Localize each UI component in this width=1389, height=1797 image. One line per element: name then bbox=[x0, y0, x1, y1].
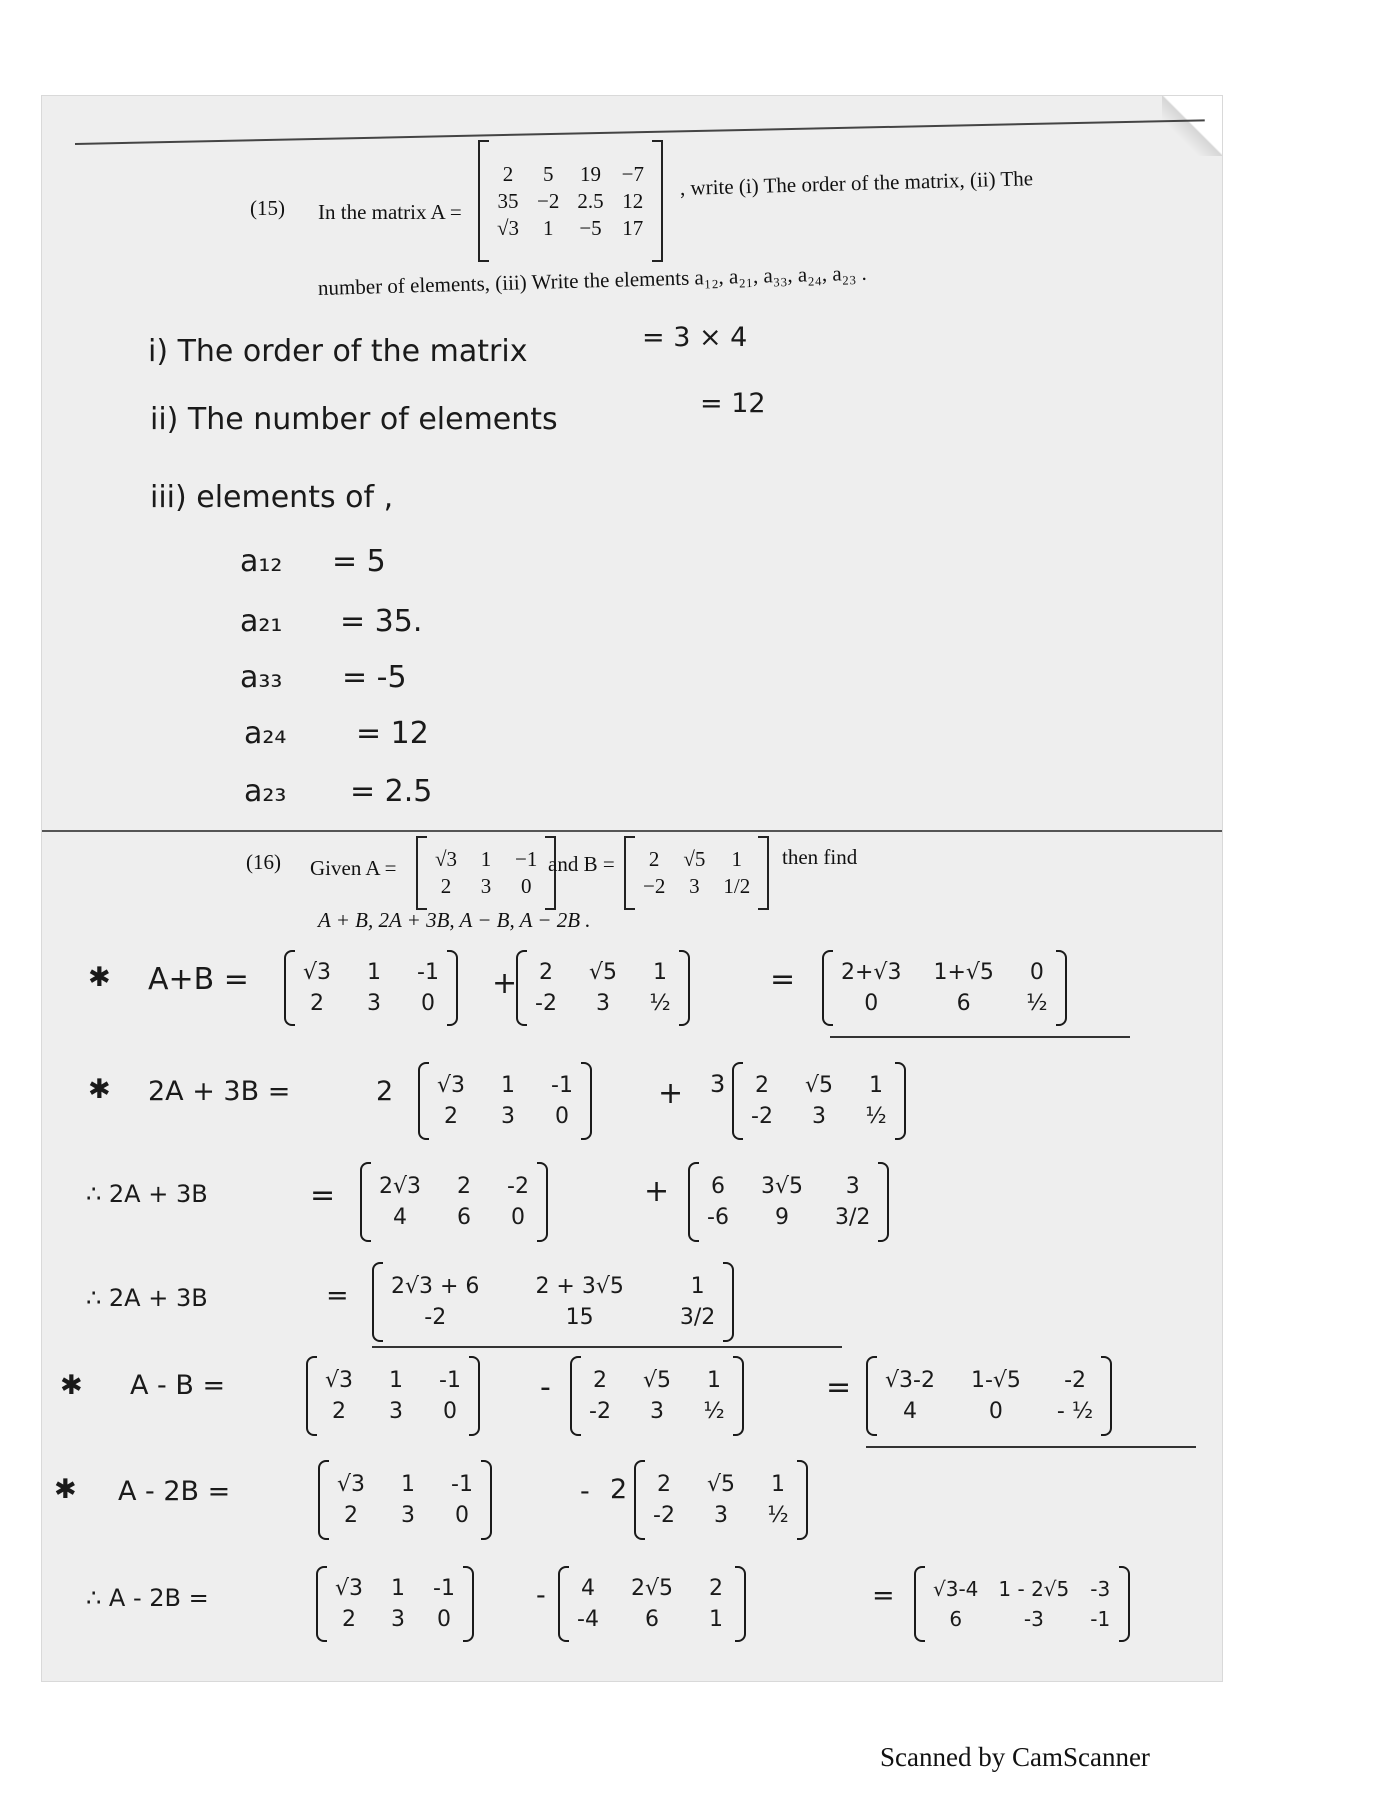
elements-label: iii) elements of , bbox=[150, 480, 394, 515]
matrix-cell: ½ bbox=[1026, 991, 1048, 1016]
matrix-cell: 1 bbox=[869, 1073, 884, 1098]
diff2b-result-grid bbox=[925, 1577, 1119, 1631]
matrix-cell: 1 bbox=[653, 960, 668, 985]
matrix-cell: 1/2 bbox=[723, 874, 751, 898]
sum-label: A+B = bbox=[148, 962, 249, 997]
q16-given: Given A = bbox=[310, 856, 397, 880]
q16-and-b: and B = bbox=[548, 852, 615, 876]
matrix-cell: √3-2 bbox=[885, 1368, 935, 1393]
matrix-cell: 0 bbox=[437, 1607, 452, 1632]
diff-label: A - B = bbox=[130, 1370, 226, 1401]
matrix-cell: 17 bbox=[622, 215, 644, 240]
element-a12-name: a₁₂ bbox=[240, 544, 283, 579]
matrix-cell: 4 bbox=[902, 1399, 917, 1424]
matrix-cell: 2 bbox=[593, 1368, 607, 1393]
sum-eq: = bbox=[770, 962, 796, 997]
lin1-matrix-a bbox=[418, 1062, 592, 1140]
sum-plus: + bbox=[492, 966, 518, 1001]
lin1-matrix-a-grid bbox=[429, 1073, 581, 1129]
q16-tasks: A + B, 2A + 3B, A − B, A − 2B . bbox=[318, 908, 591, 932]
matrix-cell: 2 bbox=[344, 1503, 358, 1528]
matrix-cell: 1 bbox=[731, 847, 743, 871]
matrix-cell: 2 bbox=[440, 874, 452, 898]
matrix-cell: √3 bbox=[335, 1576, 364, 1601]
matrix-cell: √3 bbox=[337, 1472, 366, 1497]
matrix-cell: 1 bbox=[389, 1368, 404, 1393]
matrix-cell: 3 bbox=[650, 1399, 664, 1424]
matrix-cell: -2 bbox=[589, 1399, 611, 1424]
matrix-cell: -3 bbox=[1090, 1577, 1111, 1601]
matrix-cell: 0 bbox=[520, 874, 532, 898]
matrix-cell: 2+√3 bbox=[841, 960, 902, 985]
lin3-underline bbox=[372, 1346, 842, 1348]
diff2b-eq: = bbox=[872, 1580, 895, 1611]
lin1-label: 2A + 3B = bbox=[148, 1076, 291, 1107]
diff-matrix-b bbox=[570, 1356, 744, 1436]
matrix-cell: ½ bbox=[649, 991, 671, 1016]
lin3-label: ∴ 2A + 3B bbox=[86, 1284, 208, 1312]
mid-divider bbox=[42, 830, 1222, 832]
matrix-cell: 2 bbox=[755, 1073, 769, 1098]
sum-matrix-a-grid bbox=[295, 960, 447, 1016]
matrix-cell: 3 bbox=[714, 1503, 728, 1528]
matrix-cell: 3√5 bbox=[761, 1174, 804, 1199]
matrix-cell: 1 bbox=[709, 1607, 724, 1632]
matrix-cell: √3 bbox=[437, 1073, 466, 1098]
matrix-cell: 3 bbox=[689, 874, 700, 898]
count-label: ii) The number of elements bbox=[150, 402, 558, 437]
diff-matrix-b-grid bbox=[581, 1368, 733, 1424]
matrix-cell: 3 bbox=[401, 1503, 416, 1528]
matrix-cell: 0 bbox=[555, 1104, 570, 1129]
matrix-cell: √5 bbox=[707, 1472, 736, 1497]
page-fold bbox=[1162, 96, 1222, 156]
matrix-cell: 2 + 3√5 bbox=[535, 1274, 624, 1299]
diff2b-matrix-b bbox=[558, 1566, 746, 1642]
q16-matrix-a bbox=[416, 836, 556, 910]
matrix-cell: 35 bbox=[497, 188, 519, 213]
matrix-cell: √3 bbox=[435, 847, 458, 871]
matrix-cell: ½ bbox=[703, 1399, 725, 1424]
matrix-cell: −1 bbox=[515, 847, 538, 871]
matrix-cell: 6 bbox=[457, 1205, 472, 1230]
diff2b-matrix-a bbox=[316, 1566, 474, 1642]
matrix-cell: 3/2 bbox=[835, 1205, 871, 1230]
matrix-cell: √5 bbox=[805, 1073, 834, 1098]
matrix-cell: -1 bbox=[451, 1472, 473, 1497]
matrix-cell: −5 bbox=[579, 215, 602, 240]
matrix-cell: 2 bbox=[457, 1174, 472, 1199]
matrix-cell: 3 bbox=[367, 991, 382, 1016]
lin1-k1: 2 bbox=[376, 1076, 394, 1107]
matrix-cell: 0 bbox=[443, 1399, 458, 1424]
sum-result bbox=[822, 950, 1067, 1026]
matrix-cell: 0 bbox=[864, 991, 879, 1016]
q16-matrix-b-grid bbox=[635, 847, 758, 899]
matrix-cell: 0 bbox=[1029, 960, 1044, 985]
matrix-cell: 2√3 + 6 bbox=[391, 1274, 480, 1299]
matrix-cell: 3 bbox=[389, 1399, 404, 1424]
diff2a-star: ✱ bbox=[54, 1474, 77, 1505]
diff2a-minus: - bbox=[580, 1476, 590, 1507]
matrix-cell: 5 bbox=[542, 161, 554, 186]
matrix-cell: -1 bbox=[551, 1073, 573, 1098]
q15-number: (15) bbox=[250, 196, 285, 220]
diff-result bbox=[866, 1356, 1112, 1436]
matrix-cell: −2 bbox=[537, 188, 560, 213]
matrix-cell: −7 bbox=[621, 161, 644, 186]
matrix-cell: 1 bbox=[771, 1472, 786, 1497]
element-a33-name: a₃₃ bbox=[240, 660, 283, 695]
order-value: = 3 × 4 bbox=[642, 322, 748, 353]
q15-matrix-grid bbox=[489, 162, 652, 241]
matrix-cell: 2 bbox=[332, 1399, 346, 1424]
matrix-cell: √3 bbox=[497, 215, 520, 240]
diff-matrix-a-grid bbox=[317, 1368, 469, 1424]
diff-star: ✱ bbox=[60, 1370, 83, 1401]
element-a21-value: = 35. bbox=[340, 604, 423, 639]
sum-result-grid bbox=[833, 960, 1056, 1016]
matrix-cell: 2 bbox=[539, 960, 553, 985]
matrix-cell: 1 bbox=[690, 1274, 705, 1299]
lin1-matrix-b bbox=[732, 1062, 906, 1140]
matrix-cell: -2 bbox=[507, 1174, 529, 1199]
q16-then-find: then find bbox=[782, 845, 858, 869]
matrix-cell: ½ bbox=[767, 1503, 789, 1528]
matrix-cell: -2 bbox=[424, 1305, 447, 1330]
matrix-cell: 1+√5 bbox=[933, 960, 994, 985]
q16-number: (16) bbox=[246, 850, 281, 874]
lin2-matrix-a-grid bbox=[371, 1174, 537, 1230]
diff2a-matrix-b bbox=[634, 1460, 808, 1540]
matrix-cell: 3 bbox=[391, 1607, 406, 1632]
sum-matrix-a bbox=[284, 950, 458, 1026]
matrix-cell: 2√5 bbox=[631, 1576, 674, 1601]
matrix-cell: 3 bbox=[480, 874, 492, 898]
element-a33-value: = -5 bbox=[342, 660, 407, 695]
matrix-cell: -1 bbox=[433, 1576, 455, 1601]
diff-minus: - bbox=[540, 1370, 551, 1405]
matrix-cell: 0 bbox=[988, 1399, 1003, 1424]
matrix-cell: 2 bbox=[657, 1472, 671, 1497]
diff2b-matrix-a-grid bbox=[327, 1576, 463, 1632]
matrix-cell: 0 bbox=[511, 1205, 526, 1230]
matrix-cell: 1 bbox=[367, 960, 382, 985]
lin2-matrix-b-grid bbox=[699, 1174, 878, 1230]
matrix-cell: 6 bbox=[645, 1607, 659, 1632]
matrix-cell: 1 bbox=[542, 215, 554, 240]
matrix-cell: 2 bbox=[709, 1576, 724, 1601]
lin2-matrix-a bbox=[360, 1162, 548, 1242]
matrix-cell: 19 bbox=[580, 161, 601, 186]
matrix-cell: 0 bbox=[455, 1503, 470, 1528]
diff2b-minus: - bbox=[536, 1580, 546, 1611]
matrix-cell: 9 bbox=[775, 1205, 789, 1230]
element-a24-value: = 12 bbox=[356, 716, 429, 751]
lin1-star: ✱ bbox=[88, 1074, 111, 1105]
diff2a-label: A - 2B = bbox=[118, 1476, 231, 1507]
matrix-cell: 2 bbox=[648, 847, 660, 871]
matrix-cell: 3/2 bbox=[679, 1305, 716, 1330]
sum-matrix-b bbox=[516, 950, 690, 1026]
matrix-cell: -2 bbox=[1064, 1368, 1086, 1393]
order-label: i) The order of the matrix bbox=[148, 334, 528, 369]
scanner-watermark: Scanned by CamScanner bbox=[880, 1742, 1150, 1772]
matrix-cell: √5 bbox=[643, 1368, 672, 1393]
matrix-cell: -1 bbox=[439, 1368, 461, 1393]
matrix-cell: 4 bbox=[393, 1205, 407, 1230]
matrix-cell: 1 bbox=[707, 1368, 722, 1393]
matrix-cell: -2 bbox=[751, 1104, 773, 1129]
element-a24-name: a₂₄ bbox=[244, 716, 287, 751]
matrix-cell: 3 bbox=[596, 991, 610, 1016]
element-a12-value: = 5 bbox=[332, 544, 386, 579]
sum-underline bbox=[830, 1036, 1130, 1038]
q16-matrix-b bbox=[624, 836, 769, 910]
matrix-cell: 2.5 bbox=[577, 188, 604, 213]
element-a23-value: = 2.5 bbox=[350, 774, 433, 809]
diff-matrix-a bbox=[306, 1356, 480, 1436]
matrix-cell: √5 bbox=[589, 960, 618, 985]
diff-underline bbox=[866, 1446, 1196, 1448]
matrix-cell: 3 bbox=[501, 1104, 516, 1129]
matrix-cell: 2 bbox=[310, 991, 324, 1016]
q15-line2: number of elements, (iii) Write the elements a₁₂, a₂₁, a₃₃, a₂₄, a₂₃ . bbox=[317, 260, 868, 300]
matrix-cell: 3 bbox=[845, 1174, 860, 1199]
matrix-cell: 6 bbox=[956, 991, 971, 1016]
matrix-cell: 15 bbox=[565, 1305, 594, 1330]
element-a23-name: a₂₃ bbox=[244, 774, 287, 809]
sum-star: ✱ bbox=[88, 962, 111, 993]
matrix-cell: -6 bbox=[707, 1205, 729, 1230]
element-a21-name: a₂₁ bbox=[240, 604, 283, 639]
matrix-cell: 1 bbox=[401, 1472, 416, 1497]
matrix-cell: -3 bbox=[1023, 1607, 1044, 1631]
matrix-cell: 4 bbox=[581, 1576, 595, 1601]
matrix-cell: 1 bbox=[480, 847, 492, 871]
lin2-matrix-b bbox=[688, 1162, 889, 1242]
lin3-eq: = bbox=[326, 1280, 349, 1311]
count-value: = 12 bbox=[700, 388, 766, 419]
matrix-cell: √3 bbox=[303, 960, 332, 985]
matrix-cell: ½ bbox=[865, 1104, 887, 1129]
matrix-cell: −2 bbox=[643, 874, 666, 898]
matrix-cell: -2 bbox=[535, 991, 557, 1016]
matrix-cell: 1-√5 bbox=[970, 1368, 1021, 1393]
q15-tail: , write (i) The order of the matrix, (ii) The bbox=[679, 166, 1034, 200]
diff2a-matrix-a-grid bbox=[329, 1472, 481, 1528]
diff-result-grid bbox=[877, 1368, 1101, 1424]
matrix-cell: √3-4 bbox=[933, 1577, 979, 1601]
matrix-cell: √5 bbox=[683, 847, 706, 871]
matrix-cell: √3 bbox=[325, 1368, 354, 1393]
lin3-result-grid bbox=[383, 1274, 723, 1330]
lin1-matrix-b-grid bbox=[743, 1073, 895, 1129]
matrix-cell: 3 bbox=[812, 1104, 826, 1129]
diff2b-label: ∴ A - 2B = bbox=[86, 1584, 209, 1612]
matrix-cell: 2 bbox=[444, 1104, 458, 1129]
matrix-cell: 1 bbox=[501, 1073, 516, 1098]
matrix-cell: 0 bbox=[421, 991, 436, 1016]
matrix-cell: 2 bbox=[502, 161, 514, 186]
matrix-cell: -4 bbox=[577, 1607, 599, 1632]
matrix-cell: 6 bbox=[711, 1174, 725, 1199]
matrix-cell: 6 bbox=[949, 1607, 963, 1631]
matrix-cell: -1 bbox=[1090, 1607, 1111, 1631]
lin1-k2: 3 bbox=[710, 1070, 726, 1098]
lin2-eq: = bbox=[310, 1178, 336, 1213]
diff2b-result bbox=[914, 1566, 1130, 1642]
matrix-cell: -2 bbox=[653, 1503, 675, 1528]
matrix-cell: - ½ bbox=[1056, 1399, 1094, 1424]
sum-matrix-b-grid bbox=[527, 960, 679, 1016]
matrix-cell: 2√3 bbox=[379, 1174, 422, 1199]
matrix-cell: 1 - 2√5 bbox=[998, 1577, 1070, 1601]
diff2a-k: 2 bbox=[610, 1474, 628, 1505]
q15-lead: In the matrix A = bbox=[318, 200, 462, 224]
diff2b-matrix-b-grid bbox=[569, 1576, 735, 1632]
matrix-cell: 1 bbox=[391, 1576, 406, 1601]
matrix-cell: 12 bbox=[622, 188, 644, 213]
matrix-cell: 2 bbox=[342, 1607, 356, 1632]
matrix-cell: -1 bbox=[417, 960, 439, 985]
diff-eq: = bbox=[826, 1370, 852, 1405]
lin1-plus: + bbox=[658, 1076, 684, 1111]
diff2a-matrix-b-grid bbox=[645, 1472, 797, 1528]
lin3-result bbox=[372, 1262, 734, 1342]
lin2-plus: + bbox=[644, 1174, 670, 1209]
diff2a-matrix-a bbox=[318, 1460, 492, 1540]
q15-matrix bbox=[478, 140, 663, 262]
q16-matrix-a-grid bbox=[427, 847, 545, 899]
lin2-label: ∴ 2A + 3B bbox=[86, 1180, 208, 1208]
